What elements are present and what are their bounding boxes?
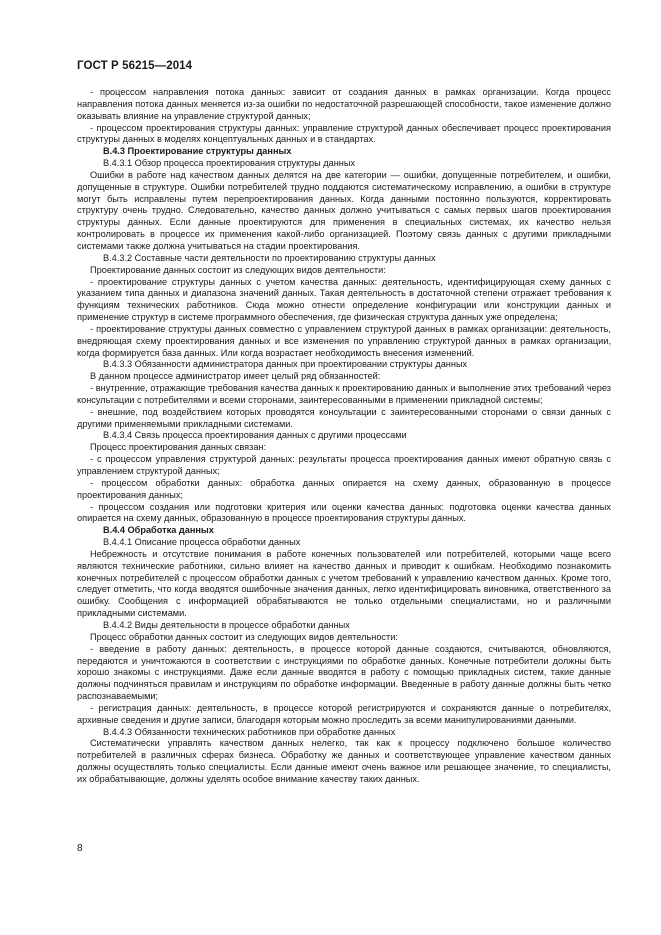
page-number: 8 bbox=[77, 843, 83, 854]
paragraph: Систематически управлять качеством данных нелегко, так как к процессу подключено большое количество потребителей в различных сферах бизнеса. Обработку же данных и соответствующее управление качеством данных должны осуществлять только специалисты. Если данные имеют очень важное или решающее значение, то специалисты, их обрабатывающие, должны уделять особое внимание качеству таких данных. bbox=[77, 738, 611, 784]
list-item: - введение в работу данных: деятельность, в процессе которой данные создаются, считываются, обновляются, передаются и уничтожаются в соответствии с инструкциями по обработке данных. Конечные потребители должны быть хорошо знакомы с инструкциями. Даже если данные вводятся в работу с помощью прикладных систем, такие данные должны подчиняться правилам и инструкциям по обработке информации. Введенные в работу данные должны быть четко распознаваемыми; bbox=[77, 643, 611, 702]
list-item: - проектирование структуры данных с учетом качества данных: деятельность, идентифицирующая схему данных с указанием типа данных и диапазона значений данных. Такая деятельность в достаточной степени отражает требования к функциям технических работников. Сюда можно отнести определение конфигурации или конструкции данных и применение структур в системе программного обеспечения, где физическая структура данных уже определена; bbox=[77, 276, 611, 323]
list-item: - с процессом управления структурой данных: результаты процесса проектирования данных имеют обратную связь с управлением структурой данных; bbox=[77, 454, 611, 476]
list-item: - процессом создания или подготовки критерия или оценки качества данных: подготовка оценки качества данных опирается на схему данных, образованную в процессе проектирования структуры данных. bbox=[77, 501, 611, 524]
list-item: - регистрация данных: деятельность, в процессе которой регистрируются и сохраняются данные о потребителях, архивные сведения и другие записи, благодаря которым можно проследить за всеми манипулированиями данными. bbox=[77, 702, 611, 725]
section-heading: В.4.3 Проектирование структуры данных bbox=[103, 146, 292, 157]
list-item: - процессом обработки данных: обработка данных опирается на схему данных, образованную в процессе проектирования данных; bbox=[77, 477, 611, 500]
subsection-heading: В.4.3.4 Связь процесса проектирования данных с другими процессами bbox=[103, 430, 407, 441]
list-item: - проектирование структуры данных совместно с управлением структурой данных в рамках организации: деятельность, внедряющая схему проектирования данных и все изменения по управлению структурой данных в рамках организации, когда формируется база данных. Или когда возрастает необходимость внесения изменений. bbox=[77, 323, 611, 358]
paragraph: В данном процессе администратор имеет целый ряд обязанностей: bbox=[90, 371, 381, 382]
list-item: - процессом проектирования структуры данных: управление структурой данных обеспечивает процесс проектирования структуры данных в моделях концептуальных данных и в стандартах. bbox=[77, 122, 611, 145]
list-item: - внешние, под воздействием которых проводятся консультации с заинтересованными сторонами о связи данных с другими применяемыми прикладными системами. bbox=[77, 406, 611, 429]
list-item: - процессом направления потока данных: зависит от создания данных в рамках организации. Когда процесс направления потока данных меняется из-за ошибки по недостаточной разрешающей способности, такое изменение должно оказывать влияние на управление структурой данных; bbox=[77, 87, 611, 121]
document-header: ГОСТ Р 56215—2014 bbox=[77, 60, 193, 72]
subsection-heading: В.4.4.3 Обязанности технических работников при обработке данных bbox=[103, 726, 396, 737]
subsection-heading: В.4.3.2 Составные части деятельности по проектированию структуры данных bbox=[103, 252, 436, 263]
document-body bbox=[77, 87, 611, 786]
paragraph: Ошибки в работе над качеством данных делятся на две категории — ошибки, допущенные потребителем, и ошибки, допущенные в структуре. Ошибки потребителей трудно поддаются систематическому исправлению, а ошибки в структуре могут быть исправлены путем перепроектирования данных. Когда данными постоянно пользуются, корректировать структуру очень трудно. Следовательно, качество данных должно учитываться с самых первых шагов проектирования структуры данных. Если данные проектируются для применения в специальных системах, их качество нельзя контролировать в процессе их применения какой-либо организацией. Поэтому связь данных с другими прикладными системами также должна учитываться на стадии проектирования. bbox=[77, 169, 611, 251]
section-heading: В.4.4 Обработка данных bbox=[103, 525, 214, 536]
paragraph: Процесс обработки данных состоит из следующих видов деятельности: bbox=[90, 631, 398, 642]
subsection-heading: В.4.3.1 Обзор процесса проектирования структуры данных bbox=[103, 158, 356, 169]
subsection-heading: В.4.3.3 Обязанности администратора данных при проектировании структуры данных bbox=[103, 359, 468, 370]
paragraph: Процесс проектирования данных связан: bbox=[90, 442, 267, 453]
subsection-heading: В.4.4.1 Описание процесса обработки данных bbox=[103, 537, 301, 548]
paragraph: Проектирование данных состоит из следующих видов деятельности: bbox=[90, 264, 386, 275]
subsection-heading: В.4.4.2 Виды деятельности в процессе обработки данных bbox=[103, 619, 350, 630]
list-item: - внутренние, отражающие требования качества данных к проектированию данных и выполнение этих требований через консультации с потребителями и всеми сторонами, заинтересованными в применении прикладной системы; bbox=[77, 383, 611, 405]
paragraph: Небрежность и отсутствие понимания в работе конечных пользователей или потребителей, которыми чаще всего являются технические работники, сильно влияет на качество данных и приводит к ошибкам. Необходимо познакомить конечных потребителей с процессом обработки данных с учетом требований к управлению качеством данных. Кроме того, следует отметить, что когда вводятся ошибочные значения данных, легко идентифицировать виновника, ответственного за ошибку. Сообщения с информацией обрабатываются не только отдельными специалистами, но и различными прикладными системами. bbox=[77, 548, 611, 619]
